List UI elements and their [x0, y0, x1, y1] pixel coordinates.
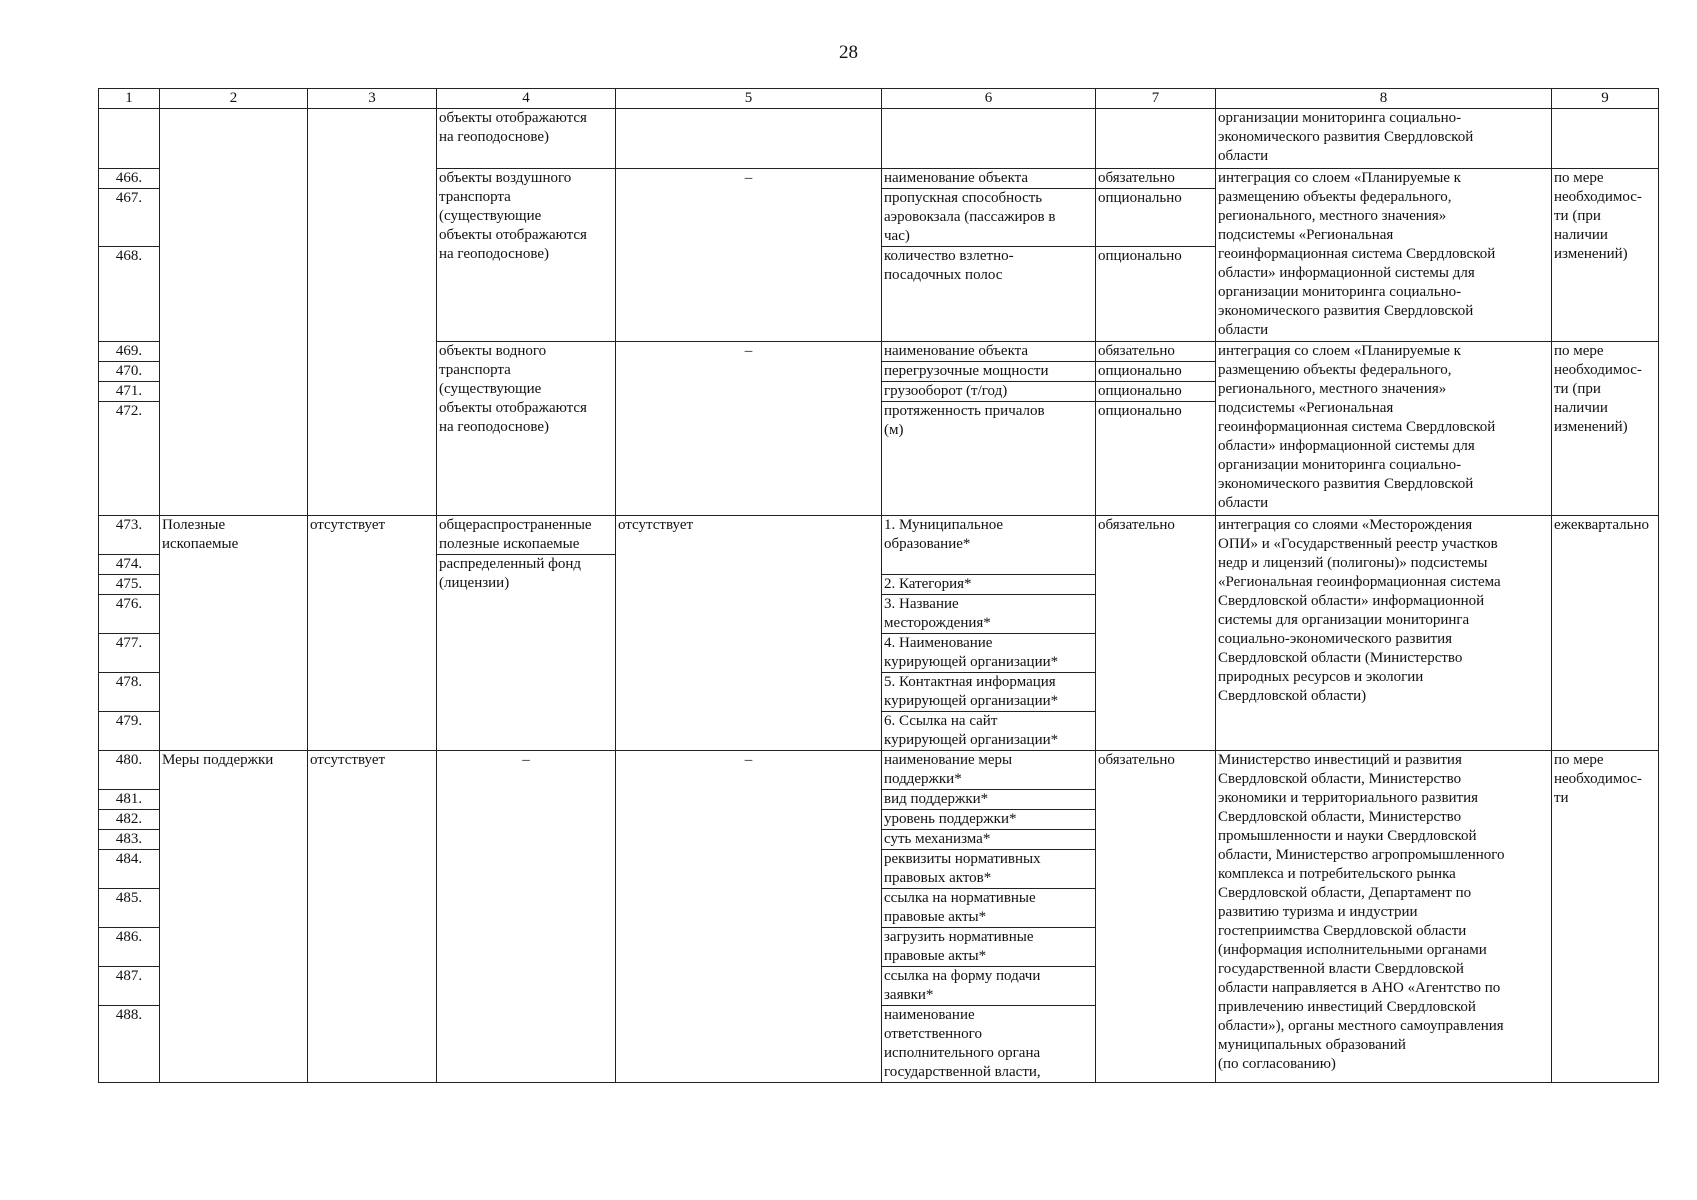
row-number: 485. — [99, 889, 160, 928]
cell: обязательно — [1096, 169, 1216, 189]
col-header: 8 — [1216, 89, 1552, 109]
cell: количество взлетно- посадочных полос — [882, 247, 1096, 342]
cell: – — [616, 342, 882, 516]
cell: 5. Контактная информация курирующей организации* — [882, 673, 1096, 712]
cell: объекты воздушного транспорта (существующие объекты отображаются на геоподоснове) — [437, 169, 616, 342]
cell: 1. Муниципальное образование* — [882, 516, 1096, 575]
cell: пропускная способность аэровокзала (пассажиров в час) — [882, 189, 1096, 247]
cell: организации мониторинга социально- экономического развития Свердловской области — [1216, 109, 1552, 169]
row-number: 487. — [99, 967, 160, 1006]
cell: интеграция со слоем «Планируемые к размещению объекты федерального, регионального, местного значения» подсистемы «Региональная геоинформационная система Свердловской области» информационной системы для организации мониторинга социально- экономического развития Свердловской области — [1216, 342, 1552, 516]
cell: – — [616, 751, 882, 1083]
cell: вид поддержки* — [882, 790, 1096, 810]
row-number: 488. — [99, 1006, 160, 1083]
row-number: 466. — [99, 169, 160, 189]
row-number: 477. — [99, 634, 160, 673]
cell: загрузить нормативные правовые акты* — [882, 928, 1096, 967]
row-number: 482. — [99, 810, 160, 830]
cell: 4. Наименование курирующей организации* — [882, 634, 1096, 673]
row-number: 484. — [99, 850, 160, 889]
cell: суть механизма* — [882, 830, 1096, 850]
row-number: 469. — [99, 342, 160, 362]
table-row — [99, 516, 1659, 555]
cell: протяженность причалов (м) — [882, 402, 1096, 516]
cell: опционально — [1096, 247, 1216, 342]
row-number: 472. — [99, 402, 160, 516]
cell: Полезные ископаемые — [160, 516, 308, 751]
cell: наименование объекта — [882, 342, 1096, 362]
cell: Министерство инвестиций и развития Свердловской области, Министерство экономики и территориального развития Свердловской области, Министерство промышленности и науки Свердловской области, Министерство агропромышленного комплекса и потребительского рынка Свердловской области, Департамент по развитию туризма и индустрии гостеприимства Свердловской области (информация исполнительными органами государственной власти Свердловской области направляется в АНО «Агентство по привлечению инвестиций Свердловской области»), органы местного самоуправления муниципальных образований (по согласованию) — [1216, 751, 1552, 1083]
table-row — [99, 751, 1659, 790]
cell: опционально — [1096, 189, 1216, 247]
row-number: 470. — [99, 362, 160, 382]
cell: обязательно — [1096, 751, 1216, 1083]
row-number: 480. — [99, 751, 160, 790]
cell: отсутствует — [308, 751, 437, 1083]
col-header: 5 — [616, 89, 882, 109]
cell: объекты отображаются на геоподоснове) — [437, 109, 616, 169]
cell: отсутствует — [308, 516, 437, 751]
cell: ежеквартально — [1552, 516, 1659, 751]
row-number: 471. — [99, 382, 160, 402]
cell: распределенный фонд (лицензии) — [437, 555, 616, 751]
cell — [882, 109, 1096, 169]
row-number: 476. — [99, 595, 160, 634]
cell: опционально — [1096, 402, 1216, 516]
cell: реквизиты нормативных правовых актов* — [882, 850, 1096, 889]
cell: опционально — [1096, 382, 1216, 402]
cell — [616, 109, 882, 169]
row-number: 468. — [99, 247, 160, 342]
cell: грузооборот (т/год) — [882, 382, 1096, 402]
col-header: 9 — [1552, 89, 1659, 109]
cell: перегрузочные мощности — [882, 362, 1096, 382]
cell: общераспространенные полезные ископаемые — [437, 516, 616, 555]
cell: 3. Название месторождения* — [882, 595, 1096, 634]
col-header: 3 — [308, 89, 437, 109]
cell — [1552, 109, 1659, 169]
cell: интеграция со слоями «Месторождения ОПИ» и «Государственный реестр участков недр и лицензий (полигоны)» подсистемы «Региональная геоинформационная система Свердловской области» информационной системы для организации мониторинга социально-экономического развития Свердловской области (Министерство природных ресурсов и экологии Свердловской области) — [1216, 516, 1552, 751]
page-number: 28 — [839, 42, 858, 63]
cell: отсутствует — [616, 516, 882, 751]
row-number: 473. — [99, 516, 160, 555]
row-number: 467. — [99, 189, 160, 247]
row-number: 475. — [99, 575, 160, 595]
cell: уровень поддержки* — [882, 810, 1096, 830]
col-header: 4 — [437, 89, 616, 109]
row-number: 486. — [99, 928, 160, 967]
cell: Меры поддержки — [160, 751, 308, 1083]
cell: по мере необходимос- ти — [1552, 751, 1659, 1083]
cell: наименование ответственного исполнительного органа государственной власти, — [882, 1006, 1096, 1083]
cell: ссылка на нормативные правовые акты* — [882, 889, 1096, 928]
cell: ссылка на форму подачи заявки* — [882, 967, 1096, 1006]
cell: объекты водного транспорта (существующие объекты отображаются на геоподоснове) — [437, 342, 616, 516]
cell — [1096, 109, 1216, 169]
cell: обязательно — [1096, 516, 1216, 751]
cell: интеграция со слоем «Планируемые к размещению объекты федерального, регионального, местного значения» подсистемы «Региональная геоинформационная система Свердловской области» информационной системы для организации мониторинга социально- экономического развития Свердловской области — [1216, 169, 1552, 342]
data-table — [98, 88, 1659, 1083]
cell: 6. Ссылка на сайт курирующей организации* — [882, 712, 1096, 751]
cell: опционально — [1096, 362, 1216, 382]
row-number: 474. — [99, 555, 160, 575]
row-number: 479. — [99, 712, 160, 751]
col-header: 6 — [882, 89, 1096, 109]
cell — [308, 109, 437, 516]
cell: по мере необходимос- ти (при наличии изменений) — [1552, 169, 1659, 342]
cell: по мере необходимос- ти (при наличии изменений) — [1552, 342, 1659, 516]
cell — [160, 109, 308, 516]
col-header: 7 — [1096, 89, 1216, 109]
header-row — [99, 89, 1659, 109]
row-number: 481. — [99, 790, 160, 810]
cell: наименование объекта — [882, 169, 1096, 189]
cell: наименование меры поддержки* — [882, 751, 1096, 790]
cell: – — [616, 169, 882, 342]
table-row — [99, 109, 1659, 169]
col-header: 1 — [99, 89, 160, 109]
row-number: 483. — [99, 830, 160, 850]
cell: 2. Категория* — [882, 575, 1096, 595]
cell: обязательно — [1096, 342, 1216, 362]
cell — [99, 109, 160, 169]
cell: – — [437, 751, 616, 1083]
row-number: 478. — [99, 673, 160, 712]
col-header: 2 — [160, 89, 308, 109]
